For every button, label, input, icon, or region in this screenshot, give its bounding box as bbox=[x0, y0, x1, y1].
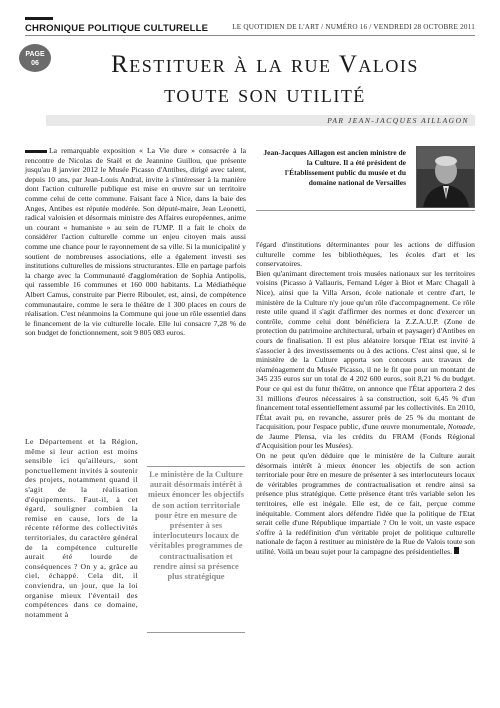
byline-bar bbox=[46, 115, 475, 126]
column-left-narrow bbox=[25, 437, 138, 619]
paragraph-ministere-end: , de Jaume Plensa, via les crédits du FRAM (Fonds Régional d'Acquisition pour les Musées). bbox=[256, 422, 475, 451]
pullquote: Le ministère de la Culture aurait désormais intérêt à mieux énoncer les objectifs de son action territoriale pour être en mesure de présenter à ses interlocuteurs locaux de véritables programmes de contractualisation et rendre ainsi sa présence plus stratégique bbox=[148, 470, 244, 582]
author-bio-box bbox=[256, 146, 475, 226]
column-left bbox=[25, 146, 246, 338]
author-bio: Jean-Jacques Aillagon est ancien ministre de la Culture. Il a été président de l'Établissement public du musée et du domaine national de Versailles bbox=[263, 148, 406, 187]
artwork-title: Nomade bbox=[447, 422, 474, 432]
article-title-line-1: Restituer à la rue Valois bbox=[111, 51, 419, 78]
header-accent-rule bbox=[25, 17, 53, 20]
page-badge-number: 06 bbox=[31, 60, 39, 67]
pullquote-rule-top bbox=[147, 466, 245, 467]
portrait-image bbox=[417, 147, 474, 207]
paragraph-ministere-text: Bien qu'animant directement trois musées nationaux sur les territoires voisins (Picasso à Vallauris, Fernand Léger à Biot et Marc Chagall à Nice), ainsi que la Villa Arson, école nationale et centre d'art, le ministère de la Culture n'y joue qu'un rôle d'accompagnement. Ce rôle reste utile quand il s'agit d'affirmer des normes et donc d'exercer un contrôle, comme celui dont bénéficiera la Z.Z.A.U.P. (Zone de protection du patrimoine architectural, urbain et paysager) d'Antibes en cours de finalisation. Il est plus aléatoire lorsque l'Etat est invité à s'associer à des investissements ou à des actions. C'est ainsi que, si le ministère de la Culture apporta son concours aux travaux de réaménagement du Musée Picasso, il ne le fit que pour un montant de 345 235 euros sur un total de 4 202 600 euros, soit 8,21 % du budget. Pour ce qui est du futur théâtre, on annonce que l'État apportera 2 des 31 millions d'euros nécessaires à sa construction, soit 6,45 % d'un financement total essentiellement assumé par les collectivités. En 2010, l'État avait pu, en revanche, assurer près de 25 % du montant de l'acquisition, pour l'espace public, d'une œuvre monumentale, bbox=[256, 268, 475, 432]
paragraph-intro-text: La remarquable exposition « La Vie dure » consacrée à la rencontre de Nicolas de Staël et de Jeannine Guillou, que présente jusqu'au 8 janvier 2012 le Musée Picasso d'Antibes, dirigé avec talent, depuis 10 ans, par Jean-Louis Andral, invite à s'intéresser à la manière dont l'action culturelle publique est mise en œuvre sur un territoire comme celui de cette commune. Faisant face à Nice, dans la baie des Anges, Antibes est réputée modérée. Son député-maire, Jean Leonetti, radical valoisien et désormais ministre des Affaires européennes, anime un courant « humaniste » au sein de l'UMP. Il a fait le choix de considérer l'action culturelle comme un enjeu citoyen mais aussi comme une chance pour le rayonnement de sa ville. Si la municipalité y soutient de nombreuses associations, elle a également investi ses institutions culturelles de missions structurantes. Elle en partage parfois la charge avec la Communauté d'agglomération de Sophia Antipolis, qui rassemble 16 communes et 160 000 habitants. La Médiathèque Albert Camus, construite par Pierre Riboulet, est, ainsi, de compétence communautaire, comme le sera le théâtre de 1 300 places en cours de réalisation. C'est néanmoins la Commune qui joue un rôle essentiel dans le financement de la vie culturelle locale. Elle lui consacre 7,28 % de son budget de fonctionnement, soit 9 805 083 euros. bbox=[25, 146, 247, 338]
page-badge-label: PAGE bbox=[25, 51, 45, 58]
paragraph-collectivites: Le Département et la Région, même si leur action est moins sensible ici qu'ailleurs, sont ponctuellement invités à soutenir des projets, notamment quand il s'agit de la réalisation d'équipements. Faut-il, à cet égard, souligner combien la remise en cause, lors de la récente réforme des collectivités territoriales, du caractère général de la compétence culturelle aurait été lourde de conséquences ? On y a, grâce au ciel, échappé. Cela dit, il conviendra, un jour, que la loi organise mieux l'éventail des compétences dans ce domaine, notamment à bbox=[25, 437, 138, 619]
header-divider bbox=[25, 35, 475, 36]
bio-divider bbox=[256, 210, 475, 211]
paragraph-ministere bbox=[256, 269, 475, 451]
end-mark bbox=[454, 547, 459, 554]
paragraph-conclusion bbox=[256, 451, 475, 557]
paragraph-conclusion-text: On ne peut qu'en déduire que le ministère de la Culture aurait désormais intérêt à mieux énoncer les objectifs de son action territoriale pour être en mesure de présenter à ses interlocuteurs locaux de véritables programmes de contractualisation et rendre ainsi sa présence plus stratégique. Cette présence étant très variable selon les territoires, elle est inégale. Elle est, de ce fait, perçue comme inéquitable. Comment alors défendre l'idée que la politique de l'Etat serait celle d'une République impartiale ? On le voit, un vaste espace s'offre à la redéfinition d'un véritable projet de politique culturelle nationale de façon à restituer au ministère de la Rue de Valois toute son utilité. Voilà un beau sujet pour la campagne des présidentielles. bbox=[256, 451, 475, 556]
paragraph-intro bbox=[25, 146, 246, 338]
section-label: CHRONIQUE POLITIQUE CULTURELLE bbox=[25, 23, 209, 34]
byline: PAR JEAN-JACQUES AILLAGON bbox=[327, 116, 469, 125]
pullquote-rule-bottom bbox=[147, 632, 245, 633]
author-portrait bbox=[416, 146, 475, 208]
column-right bbox=[256, 240, 475, 557]
paragraph-institutions: l'égard d'institutions déterminantes pour les actions de diffusion culturelle comme les bibliothèques, les écoles d'art et les conservatoires. bbox=[256, 240, 475, 269]
lead-mark bbox=[25, 150, 47, 153]
issue-info: LE QUOTIDIEN DE L'ART / NUMÉRO 16 / VENDREDI 28 OCTOBRE 2011 bbox=[232, 23, 475, 31]
page-badge bbox=[19, 44, 51, 72]
article-title-line-2: toute son utilité bbox=[164, 81, 366, 108]
article-title bbox=[60, 50, 470, 110]
